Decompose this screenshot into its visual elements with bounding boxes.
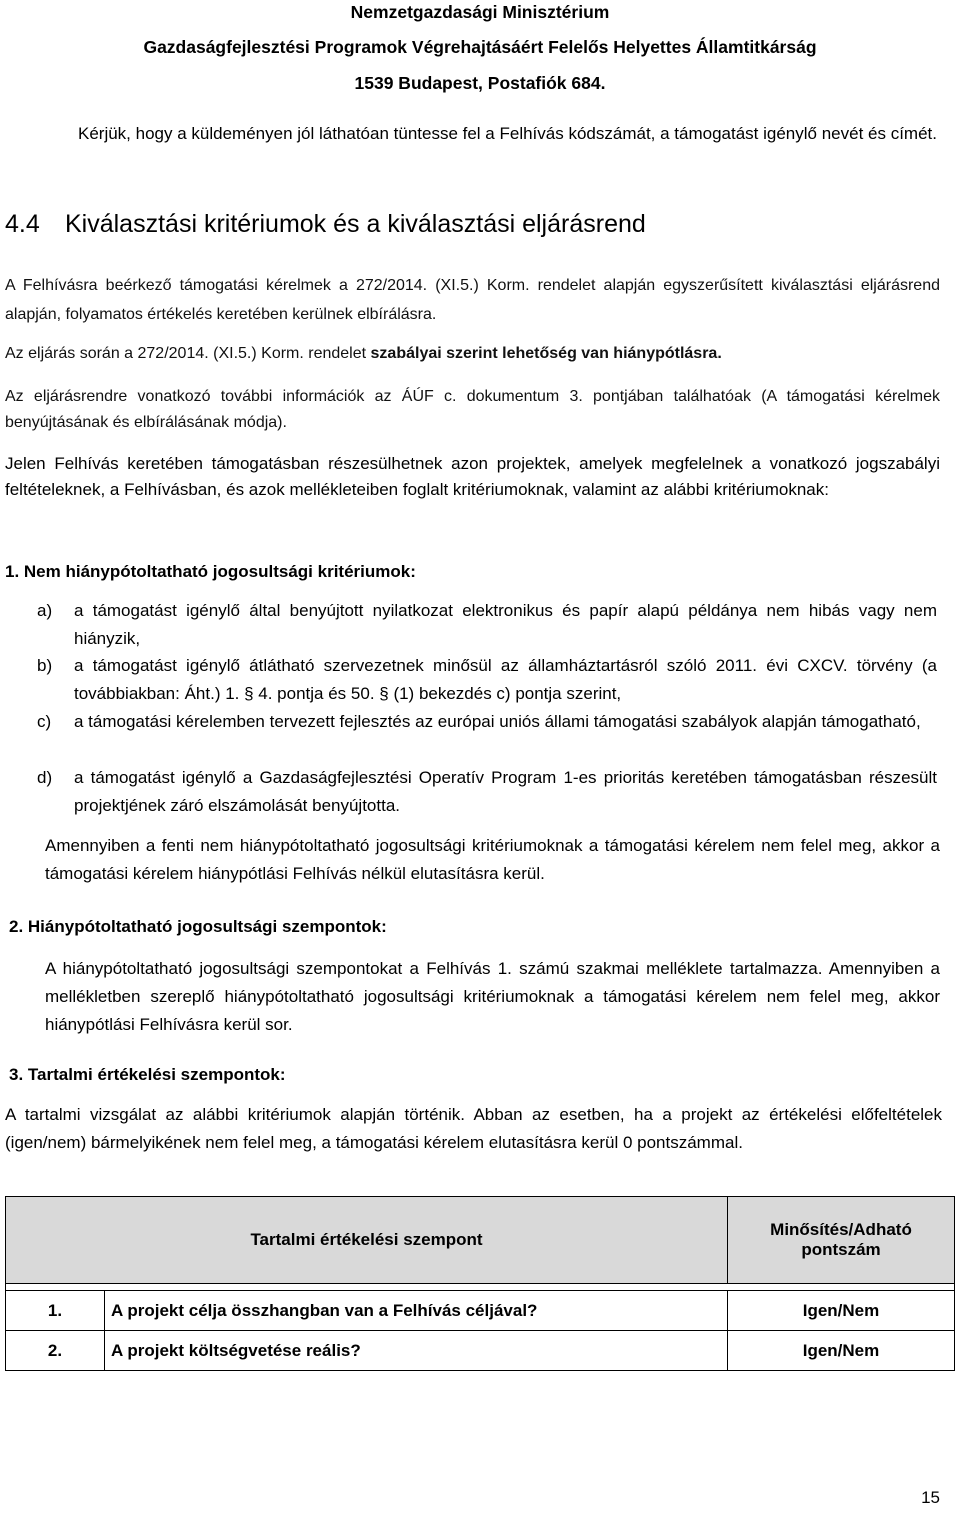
header-ministry: Nemzetgazdasági Minisztérium: [350, 2, 610, 22]
table-cell-num: 2.: [6, 1331, 105, 1371]
list-marker: d): [37, 768, 53, 787]
table-cell-criterion: A projekt célja összhangban van a Felhívás céljával?: [105, 1291, 728, 1331]
paragraph-deficiency-bold: szabályai szerint lehetőség van hiánypótlásra.: [370, 345, 722, 362]
paragraph-info: Az eljárásrendre vonatkozó további információk az ÁÚF c. dokumentum 3. pontjában találhatóak (A támogatási kérelmek benyújtásának és elbírálásának módja).: [5, 388, 940, 431]
list-text: a támogatást igénylő a Gazdaságfejlesztési Operatív Program 1-es prioritás keretében támogatásban részesült projektjének záró elszámolását benyújtotta.: [74, 768, 937, 815]
table-cell-num: 1.: [6, 1291, 105, 1331]
list-text: a támogatást igénylő átlátható szervezetnek minősül az államháztartásról szóló 2011. évi CXCV. törvény (a továbbiakban: Áht.) 1. § 4. pontja és 50. § (1) bekezdés c) pontja szerint,: [74, 656, 937, 703]
section-title: Kiválasztási kritériumok és a kiválasztási eljárásrend: [65, 210, 646, 238]
criteria1-heading: 1. Nem hiánypótoltatható jogosultsági kritériumok:: [5, 562, 416, 581]
criteria3-heading: 3. Tartalmi értékelési szempontok:: [9, 1065, 286, 1084]
paragraph-deficiency: [5, 341, 722, 366]
list-item: [37, 764, 937, 820]
section-heading: [5, 209, 945, 239]
criteria3-text: A tartalmi vizsgálat az alábbi kritériumok alapján történik. Abban az esetben, ha a projekt az értékelési előfeltételek (igen/nem) bármelyikének nem felel meg, a támogatási kérelem elutasításra kerül 0 pontszámmal.: [5, 1105, 942, 1152]
paragraph-deficiency-text: Az eljárás során a 272/2014. (XI.5.) Korm. rendelet: [5, 345, 371, 362]
header-address: 1539 Budapest, Postafiók 684.: [354, 73, 606, 93]
list-item: [37, 597, 937, 653]
table-header-rating: Minősítés/Adható pontszám: [728, 1197, 955, 1284]
table-row: [6, 1331, 955, 1371]
list-marker: a): [37, 601, 53, 620]
table-row: [6, 1291, 955, 1331]
list-marker: c): [37, 712, 52, 731]
list-item: [37, 708, 937, 736]
table-spacer: [6, 1284, 955, 1291]
table-cell-criterion: A projekt költségvetése reális?: [105, 1331, 728, 1371]
list-marker: b): [37, 656, 53, 675]
header-department: Gazdaságfejlesztési Programok Végrehajtásáért Felelős Helyettes Államtitkárság: [143, 37, 817, 57]
paragraph-procedure: A Felhívásra beérkező támogatási kérelmek a 272/2014. (XI.5.) Korm. rendelet alapján egyszerűsített kiválasztási eljárásrend alapján, folyamatos értékelés keretében kerülnek elbírálásra.: [5, 277, 940, 323]
list-item: [37, 652, 937, 708]
list-text: a támogatást igénylő által benyújtott nyilatkozat elektronikus és papír alapú példánya nem hibás vagy nem hiányzik,: [74, 601, 937, 648]
criteria2-heading: 2. Hiánypótoltatható jogosultsági szempontok:: [9, 917, 387, 936]
table-cell-rating: Igen/Nem: [728, 1331, 955, 1371]
paragraph-eligibility: Jelen Felhívás keretében támogatásban részesülhetnek azon projektek, amelyek megfelelnek a vonatkozó jogszabályi feltételeknek, a Felhívásban, és azok mellékleteiben foglalt kritériumoknak, valamint az alábbi kritériumoknak:: [5, 454, 940, 499]
criteria-table: [5, 1196, 955, 1371]
table-header-row: [6, 1197, 955, 1284]
section-number: 4.4: [5, 210, 40, 238]
page-number: 15: [921, 1488, 940, 1507]
criteria1-closing: Amennyiben a fenti nem hiánypótoltatható jogosultsági kritériumoknak a támogatási kérelem nem felel meg, akkor a támogatási kérelem hiánypótlási Felhívás nélkül elutasításra kerül.: [45, 836, 940, 883]
table-cell-rating: Igen/Nem: [728, 1291, 955, 1331]
intro-paragraph: Kérjük, hogy a küldeményen jól láthatóan tüntesse fel a Felhívás kódszámát, a támogatást igénylő nevét és címét.: [78, 124, 937, 143]
table-header-criterion: Tartalmi értékelési szempont: [6, 1197, 728, 1284]
criteria2-text: A hiánypótoltatható jogosultsági szempontokat a Felhívás 1. számú szakmai melléklete tartalmazza. Amennyiben a mellékletben szereplő hiánypótoltatható jogosultsági kritériumoknak a támogatási kérelem nem felel meg, akkor hiánypótlási Felhívásra kerül sor.: [45, 959, 940, 1034]
list-text: a támogatási kérelemben tervezett fejlesztés az európai uniós állami támogatási szabályok alapján támogatható,: [74, 712, 921, 731]
